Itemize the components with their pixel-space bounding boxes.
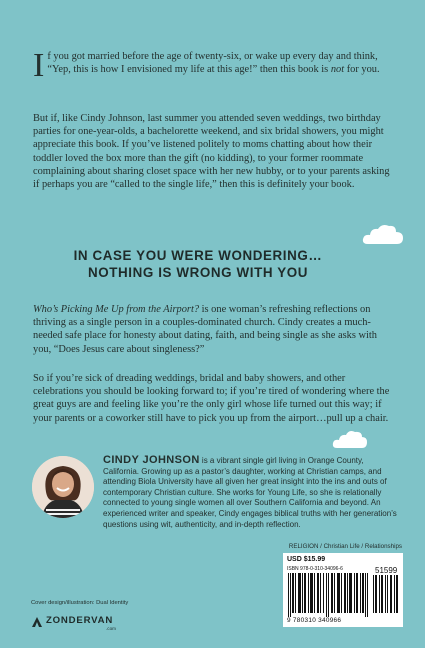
price-barcode-icon	[373, 575, 399, 613]
price-label: USD $15.99	[287, 556, 326, 563]
zondervan-flame-icon	[30, 615, 44, 629]
author-name: CINDY JOHNSON	[103, 454, 200, 466]
barcode-digits: 9 780310 340966	[287, 617, 342, 624]
second-paragraph: But if, like Cindy Johnson, last summer you attended seven weddings, two birthday parties for one-year-olds, a bachelorette weekend, and six bridal showers, you might appreciate this book. If you’ve listened politely to moms chatting about how their toddler loved the box more than the gift (no kidding), to your former roommate complaining about sharing closet space with her new hubby, or to your parents asking if perhaps you are “called to the single life,” then this is definitely your book.	[33, 113, 390, 191]
intro-text-b: for you.	[344, 64, 380, 76]
headline-line-1: IN CASE YOU WERE WONDERING…	[73, 248, 323, 263]
cover-credit: Cover design/illustration: Dual Identity	[31, 600, 129, 606]
barcode-icon	[287, 573, 369, 617]
closing-paragraph: So if you’re sick of dreading weddings, bridal and baby showers, and other celebrations you should be looking forward to; if you’re tired of wondering where the great guys are and feeling like you’re the only girl whose life turned out this way; if your parents or a coworker still have to pick you up from the airport…pull up a chair.	[33, 373, 390, 424]
drop-cap: I	[33, 47, 45, 84]
book-title: Who’s Picking Me Up from the Airport?	[33, 304, 200, 315]
isbn-label: ISBN 978-0-310-34096-6	[287, 566, 343, 572]
cloud-icon	[332, 429, 368, 449]
intro-paragraph	[33, 47, 395, 84]
category-label: RELIGION / Christian Life / Relationships	[288, 543, 402, 550]
description-paragraph	[33, 303, 395, 356]
author-photo	[32, 456, 94, 518]
author-portrait-image	[32, 456, 94, 518]
cloud-icon	[362, 223, 404, 245]
price-code: 51599	[375, 566, 398, 575]
intro-emphasis: not	[330, 64, 345, 76]
barcode-box	[283, 553, 403, 627]
headline	[33, 247, 363, 281]
author-bio	[103, 455, 399, 530]
publisher-name: ZONDERVAN	[46, 615, 114, 626]
description-text: is one woman’s refreshing reflections on thriving as a single person in a couples-dominated church. Cindy creates a much-needed safe place for honesty about dating, faith, and being single as she asks with you, “Does Jesus care about singleness?”	[33, 304, 377, 355]
publisher-logo	[30, 612, 148, 634]
intro-text-a: f you got married before the age of twenty-six, or wake up every day and think, “Yep, this is how I envisioned my life at this age!” then this book is	[47, 51, 378, 76]
publisher-domain: .com	[106, 626, 116, 631]
author-bio-text: is a vibrant single girl living in Orange County, California. Growing up as a pastor’s daughter, working at Christian camps, and attending Biola University have all given her great insight into the ins and outs of contemporary Christian culture. She works for Young Life, so she is relationally connected to young single women all over Southern California and beyond. An experienced writer and speaker, Cindy engages biblical truths with her generation’s questions using wit, authenticity, and in-depth reflection.	[103, 456, 397, 529]
headline-line-2: NOTHING IS WRONG WITH YOU	[87, 265, 309, 280]
